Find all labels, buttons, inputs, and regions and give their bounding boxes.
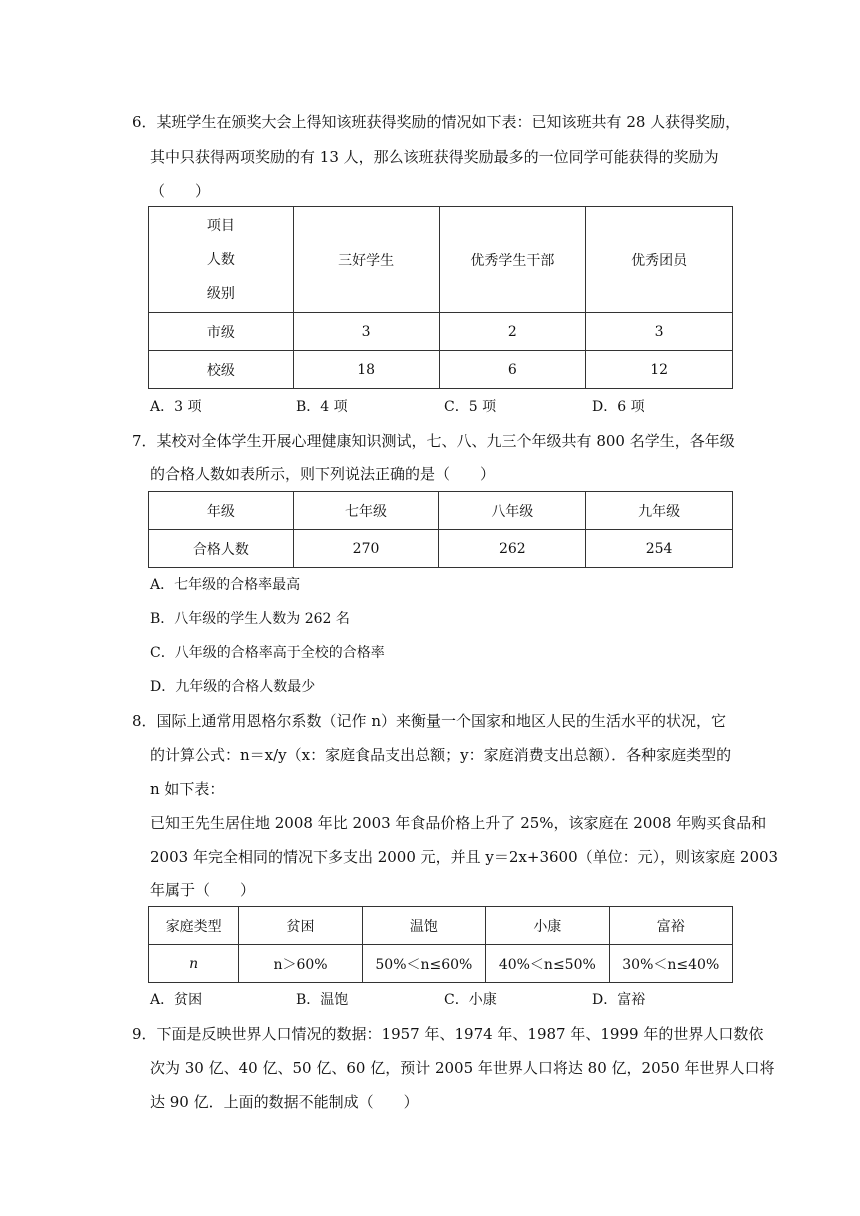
q8-option-b: B．温饱	[296, 992, 349, 1008]
q7-col-header: 八年级	[439, 492, 586, 530]
q7-option-d: D．九年级的合格人数最少	[150, 679, 316, 695]
q6-cell: 2	[439, 313, 586, 351]
q7-line-2: 的合格人数如表所示，则下列说法正确的是（ ）	[150, 465, 496, 483]
q7-col-header: 九年级	[586, 492, 733, 530]
table-row	[149, 907, 733, 945]
q6-corner-header	[149, 207, 294, 313]
q6-line-1: 6．某班学生在颁奖大会上得知该班获得奖励的情况如下表：已知该班共有 28 人获得奖励，	[132, 113, 741, 131]
q8-option-c: C．小康	[444, 992, 497, 1008]
q6-corner-project: 项目	[206, 217, 235, 234]
q8-row-label: n	[149, 945, 239, 983]
q7-option-c: C．八年级的合格率高于全校的合格率	[150, 645, 385, 661]
q6-cell: 3	[293, 313, 439, 351]
q6-cell: 3	[586, 313, 733, 351]
q6-cell: 18	[293, 351, 439, 389]
q6-line-2: 其中只获得两项奖励的有 13 人，那么该班获得奖励最多的一位同学可能获得的奖励为	[150, 148, 719, 166]
q6-line-3: （ ）	[150, 182, 211, 200]
q8-cell: 40%＜n≤50%	[486, 945, 609, 983]
q7-cell: 270	[293, 530, 439, 568]
q7-line-1: 7．某校对全体学生开展心理健康知识测试，七、八、九三个年级共有 800 名学生，各年级	[132, 432, 735, 450]
q6-corner-count: 人数	[206, 251, 235, 268]
q6-option-c: C．5 项	[444, 399, 497, 415]
q8-line-6: 年属于（ ）	[150, 881, 256, 899]
q8-col-header: 家庭类型	[149, 907, 239, 945]
table-row	[149, 530, 733, 568]
table-row	[149, 945, 733, 983]
q8-col-header: 温饱	[362, 907, 485, 945]
table-row	[149, 313, 733, 351]
q7-cell: 254	[586, 530, 733, 568]
q8-col-header: 贫困	[239, 907, 362, 945]
q6-col-header: 三好学生	[293, 207, 439, 313]
q8-line-1: 8．国际上通常用恩格尔系数（记作 n）来衡量一个国家和地区人民的生活水平的状况，它	[132, 712, 726, 730]
q8-option-d: D．富裕	[592, 992, 646, 1008]
q8-col-header: 富裕	[609, 907, 732, 945]
q7-option-b: B．八年级的学生人数为 262 名	[150, 611, 350, 627]
q7-cell: 262	[439, 530, 586, 568]
q6-option-b: B．4 项	[296, 399, 348, 415]
q8-line-4: 已知王先生居住地 2008 年比 2003 年食品价格上升了 25%，该家庭在 2008 年购买食品和	[150, 814, 767, 832]
q7-row-label: 合格人数	[149, 530, 294, 568]
q6-cell: 6	[439, 351, 586, 389]
q6-row-label: 市级	[149, 313, 294, 351]
q8-line-2: 的计算公式：n＝x/y（x：家庭食品支出总额；y：家庭消费支出总额）．各种家庭类型的	[150, 746, 732, 764]
table-row	[149, 351, 733, 389]
q6-col-header: 优秀团员	[586, 207, 733, 313]
q6-option-d: D．6 项	[592, 399, 645, 415]
q8-line-3: n 如下表：	[150, 780, 225, 798]
q8-option-a: A．贫困	[150, 992, 203, 1008]
q9-line-3: 达 90 亿．上面的数据不能制成（ ）	[150, 1093, 419, 1111]
q8-engel-table	[148, 906, 733, 983]
q9-line-2: 次为 30 亿、40 亿、50 亿、60 亿，预计 2005 年世界人口将达 80 亿，2050 年世界人口将	[150, 1059, 775, 1077]
q7-col-header: 年级	[149, 492, 294, 530]
q6-option-a: A．3 项	[150, 399, 202, 415]
q8-cell: 30%＜n≤40%	[609, 945, 732, 983]
q8-line-5: 2003 年完全相同的情况下多支出 2000 元，并且 y＝2x+3600（单位：元），则该家庭 2003	[150, 848, 779, 866]
q7-col-header: 七年级	[293, 492, 439, 530]
q6-award-table	[148, 206, 733, 389]
q7-grade-table	[148, 491, 733, 568]
q8-cell: n＞60%	[239, 945, 362, 983]
q8-col-header: 小康	[486, 907, 609, 945]
q8-cell: 50%＜n≤60%	[362, 945, 485, 983]
table-row	[149, 492, 733, 530]
q6-cell: 12	[586, 351, 733, 389]
q6-row-label: 校级	[149, 351, 294, 389]
q6-col-header: 优秀学生干部	[439, 207, 586, 313]
q7-option-a: A．七年级的合格率最高	[150, 577, 301, 593]
q9-line-1: 9．下面是反映世界人口情况的数据：1957 年、1974 年、1987 年、1999 年的世界人口数依	[132, 1025, 764, 1043]
q6-corner-level: 级别	[206, 285, 235, 302]
